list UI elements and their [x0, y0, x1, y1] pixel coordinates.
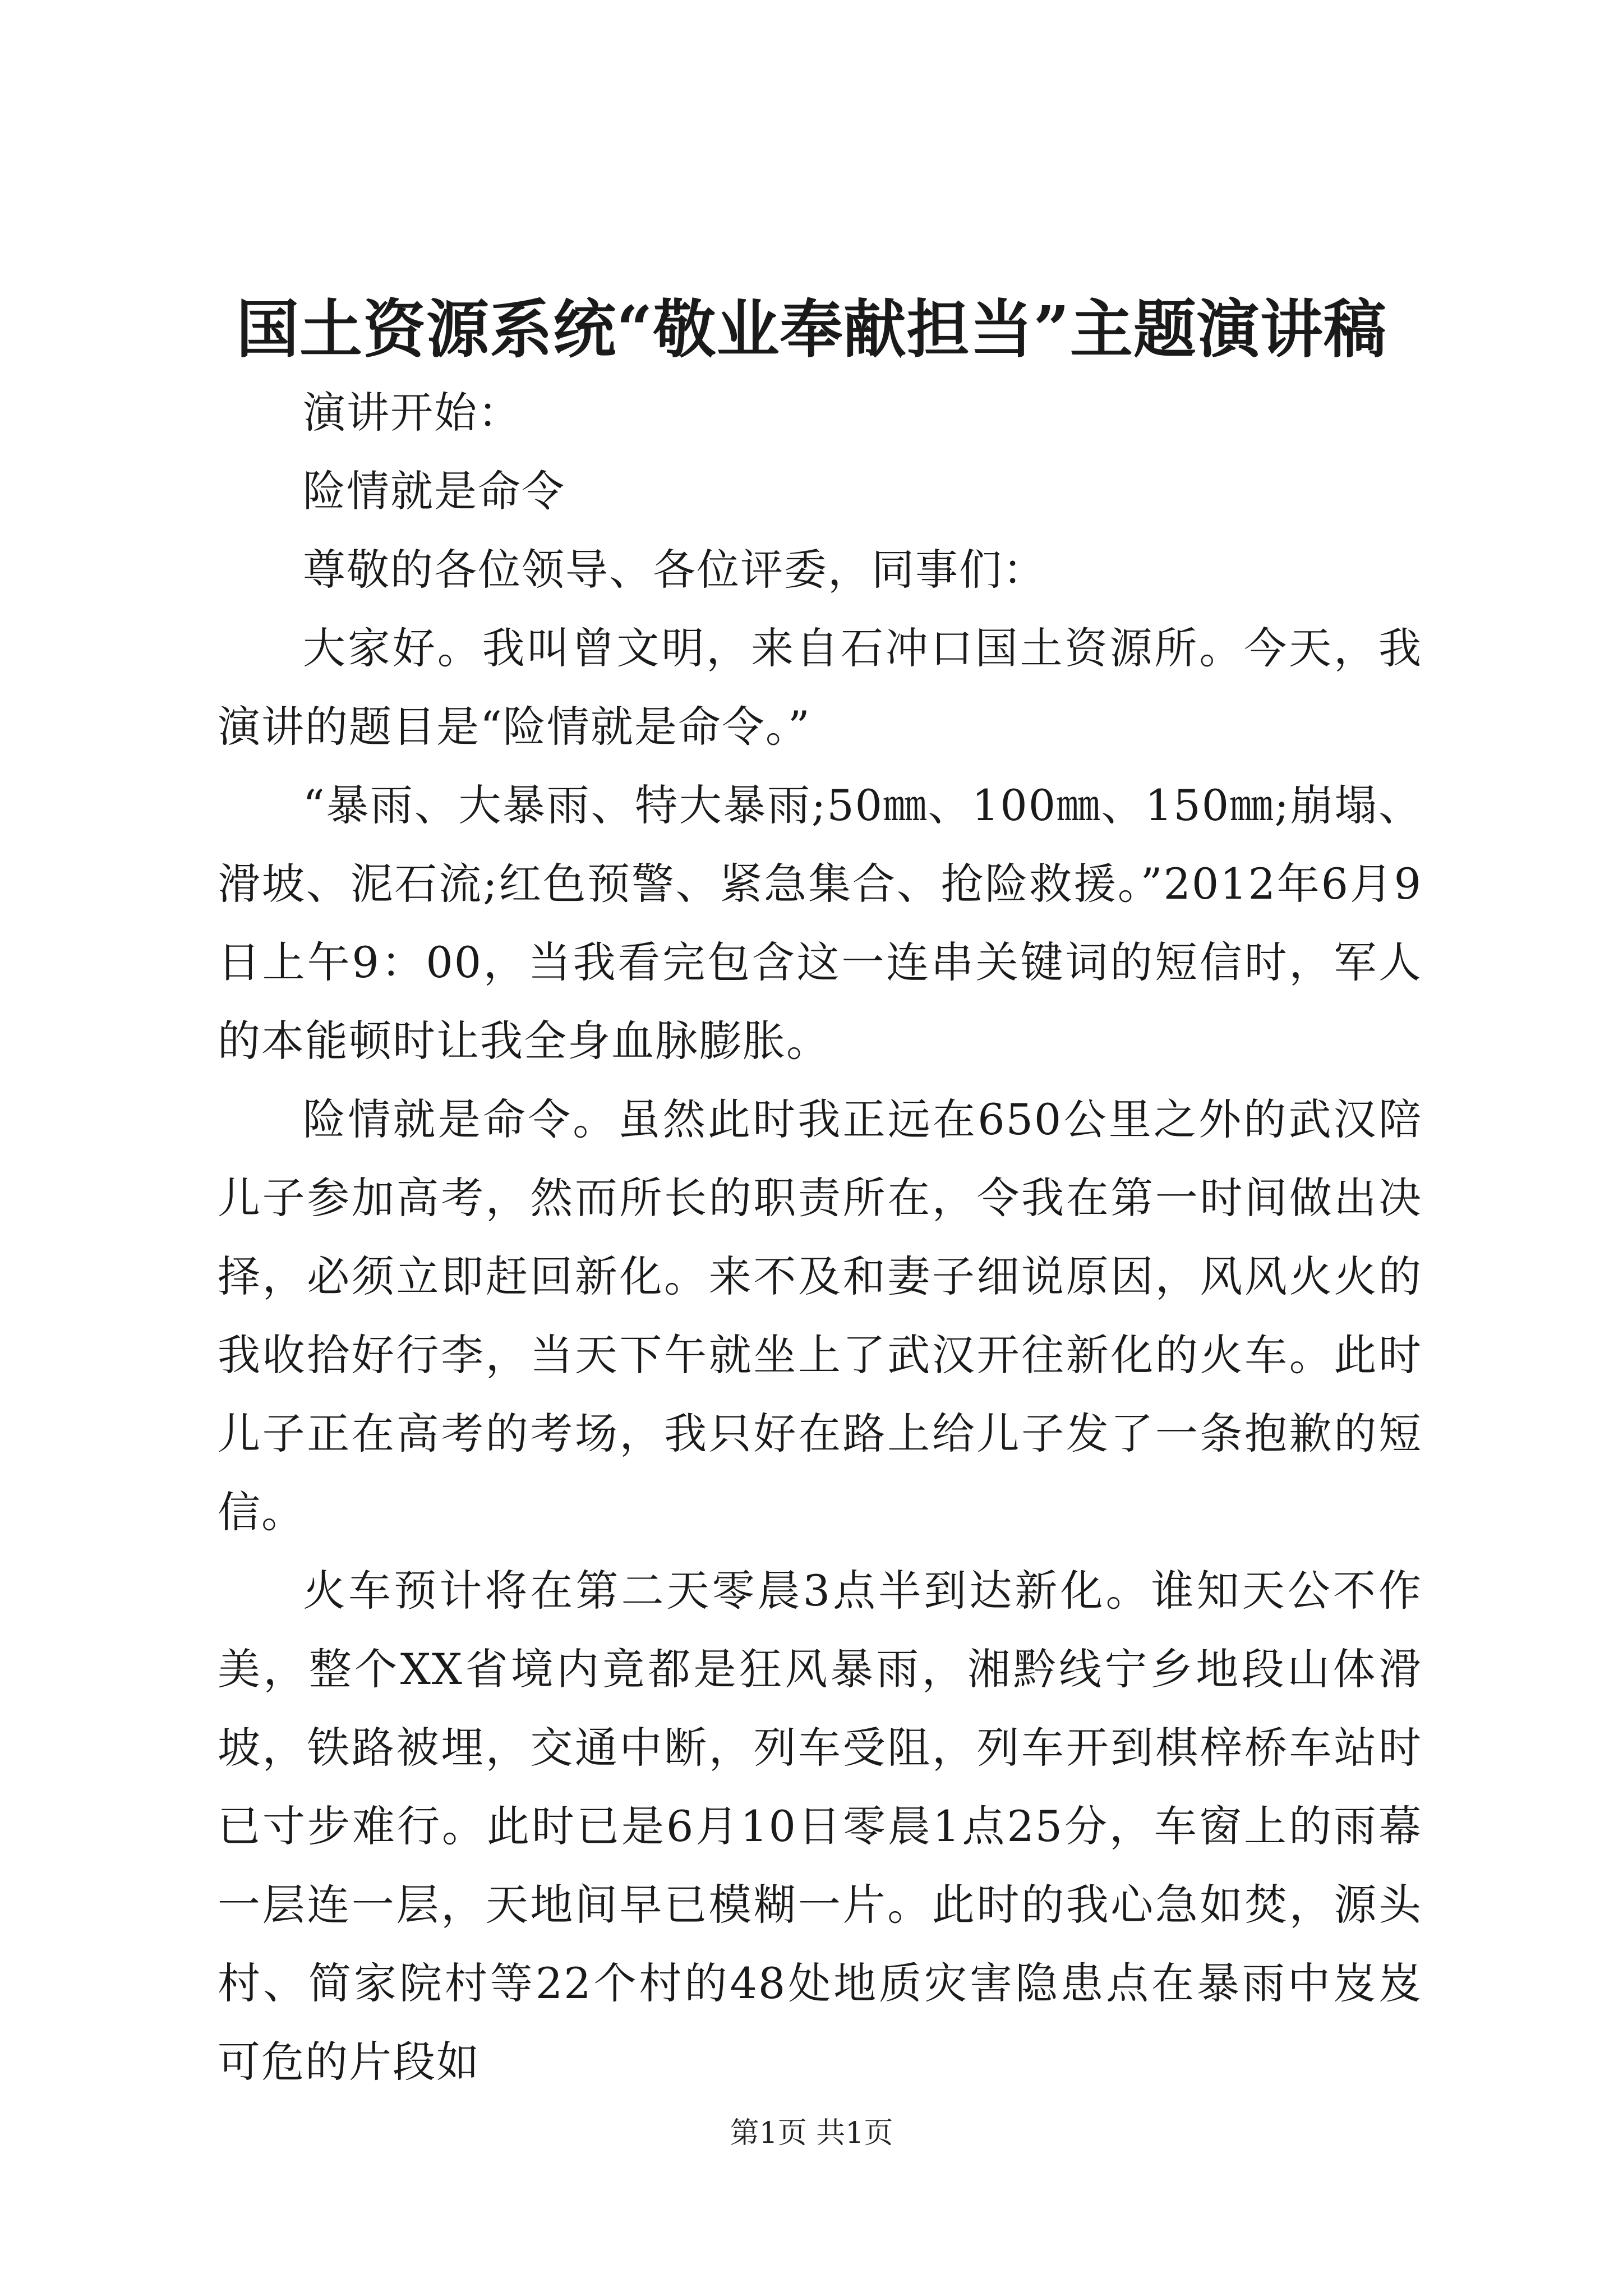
document-body — [218, 374, 1422, 2101]
document-title: 国土资源系统“敬业奉献担当”主题演讲稿 — [236, 293, 1387, 366]
paragraph-train-journey: 火车预计将在第二天零晨3点半到达新化。谁知天公不作美，整个XX省境内竟都是狂风暴雨，湘黔线宁乡地段山体滑坡，铁路被埋，交通中断，列车受阻，列车开到棋梓桥车站时已寸步难行。此时已是6月10日零晨1点25分，车窗上的雨幕一层连一层，天地间早已模糊一片。此时的我心急如焚，源头村、简家院村等22个村的48处地质灾害隐患点在暴雨中岌岌可危的片段如 — [218, 1566, 1422, 2087]
paragraph-decision: 险情就是命令。虽然此时我正远在650公里之外的武汉陪儿子参加高考，然而所长的职责所在，令我在第一时间做出决择，必须立即赶回新化。来不及和妻子细说原因，风风火火的我收拾好行李，当天下午就坐上了武汉开往新化的火车。此时儿子正在高考的考场，我只好在路上给儿子发了一条抱歉的短信。 — [218, 1094, 1422, 1537]
paragraph-introduction: 大家好。我叫曾文明，来自石冲口国土资源所。今天，我演讲的题目是“险情就是命令。” — [218, 623, 1422, 752]
paragraph-subtitle: 险情就是命令 — [303, 466, 565, 516]
paragraph-opening: 演讲开始： — [303, 388, 522, 438]
paragraph-warning-message: “暴雨、大暴雨、特大暴雨;50㎜、100㎜、150㎜;崩塌、滑坡、泥石流;红色预警、紧急集合、抢险救援。”2012年6月9日上午9：00，当我看完包含这一连串关键词的短信时，军人的本能顿时让我全身血脉膨胀。 — [218, 780, 1422, 1066]
paragraph-salutation: 尊敬的各位领导、各位评委，同事们： — [303, 545, 1046, 595]
page-footer: 第1页 共1页 — [730, 2116, 893, 2150]
